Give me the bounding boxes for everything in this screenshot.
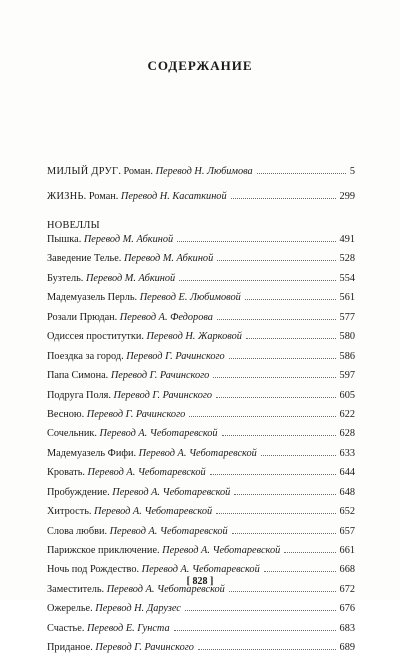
entry-page: 605 — [339, 389, 355, 401]
entry-translator: Перевод А. Федорова — [119, 311, 213, 323]
dot-leader — [261, 455, 336, 456]
entry-translator: Перевод Г. Рачинского — [126, 350, 225, 362]
entry-title: Розали Прюдан. — [47, 311, 120, 323]
toc-entry[interactable] — [47, 369, 355, 388]
entry-translator: Перевод М. Абкиной — [85, 272, 176, 284]
entry-translator: Перевод М. Абкиной — [83, 234, 174, 245]
entry-translator: Перевод А. Чеботаревской — [141, 564, 260, 576]
entry-text — [47, 544, 280, 557]
entry-title: Мадемуазель Перль. — [47, 292, 140, 304]
entry-title: МИЛЫЙ ДРУГ — [47, 166, 119, 177]
entry-text — [47, 350, 225, 363]
entry-translator: Перевод А. Чеботаревской — [99, 428, 218, 440]
entry-page: 491 — [339, 234, 355, 245]
entry-translator: Перевод Г. Рачинского — [113, 389, 213, 401]
entry-page: 622 — [339, 408, 355, 420]
toc-entry[interactable] — [47, 165, 355, 184]
entry-page: 648 — [339, 486, 355, 498]
entry-text — [47, 447, 257, 460]
entry-title: Кровать. — [47, 467, 88, 479]
entry-translator: Перевод Е. Любимовой — [139, 292, 241, 304]
toc-entry[interactable] — [47, 330, 355, 349]
entry-text — [47, 641, 194, 654]
entry-page: 299 — [339, 191, 355, 202]
entry-translator: Перевод Н. Дарузес — [95, 603, 181, 615]
entry-page: 586 — [339, 350, 355, 362]
toc-entry[interactable] — [47, 233, 355, 252]
entry-title: Приданое. — [47, 642, 96, 654]
entry-page: 657 — [339, 525, 355, 537]
entry-translator: Перевод Г. Рачинского — [86, 408, 186, 420]
entry-page: 683 — [339, 622, 355, 634]
dot-leader — [231, 198, 336, 199]
entry-translator: Перевод А. Чеботаревской — [106, 583, 225, 595]
entry-page: 676 — [339, 603, 355, 615]
toc-major-works — [47, 165, 355, 184]
entry-page: 644 — [339, 467, 355, 479]
entry-page: 633 — [339, 447, 355, 459]
entry-page: 628 — [339, 428, 355, 440]
toc-entry[interactable] — [47, 544, 355, 563]
entry-page: 577 — [339, 311, 355, 323]
dot-leader — [229, 358, 336, 359]
toc-entry[interactable] — [47, 525, 355, 544]
dot-leader — [245, 299, 336, 300]
entry-title: Одиссея проститутки. — [47, 331, 147, 343]
dot-leader — [217, 319, 336, 320]
entry-text — [47, 272, 175, 285]
entry-title: Парижское приключение. — [47, 545, 163, 556]
entry-translator: Перевод А. Чеботаревской — [109, 525, 228, 537]
entry-text — [47, 389, 212, 402]
dot-leader — [232, 533, 336, 534]
dot-leader — [264, 571, 336, 572]
entry-page: 652 — [339, 506, 355, 518]
entry-title: Хитрость. — [47, 506, 95, 518]
dot-leader — [213, 377, 335, 378]
entry-page: 528 — [339, 253, 355, 265]
entry-translator: Перевод А. Чеботаревской — [94, 506, 213, 518]
entry-text — [47, 165, 253, 178]
entry-translator: Перевод М. Абкиной — [123, 253, 214, 265]
entry-text — [47, 369, 209, 382]
dot-leader — [216, 397, 336, 398]
toc-entry[interactable] — [47, 505, 355, 524]
entry-text — [47, 622, 170, 635]
entry-text — [47, 486, 230, 499]
entry-text — [47, 466, 206, 479]
entry-text — [47, 505, 212, 518]
entry-title: Заместитель. — [47, 583, 107, 595]
entry-page: 661 — [339, 545, 355, 556]
entry-title: Заведение Телье. — [47, 253, 124, 265]
dot-leader — [229, 591, 336, 592]
entry-title: Мадемуазель Фифи. — [47, 447, 139, 459]
dot-leader — [177, 241, 335, 242]
entry-translator: Перевод А. Чеботаревской — [138, 447, 257, 459]
toc-entry[interactable] — [47, 389, 355, 408]
entry-page: 5 — [349, 166, 355, 177]
dot-leader — [222, 435, 336, 436]
toc-major-works-2 — [47, 190, 355, 209]
entry-page: 689 — [339, 642, 355, 654]
toc-entry[interactable] — [47, 272, 355, 291]
page-title: СОДЕРЖАНИЕ — [147, 58, 253, 73]
entry-text — [47, 311, 213, 324]
entry-text — [47, 602, 181, 615]
toc-entry[interactable] — [47, 291, 355, 310]
dot-leader — [198, 649, 336, 650]
entry-page: 561 — [339, 292, 355, 304]
entry-title: Пробуждение. — [47, 486, 113, 498]
entry-text — [47, 563, 260, 576]
entry-title: Ночь под Рождество. — [47, 564, 142, 576]
toc-entry[interactable] — [47, 447, 355, 466]
entry-title: Бузтель. — [47, 272, 86, 284]
entry-title: Подруга Поля. — [47, 389, 114, 401]
toc-entry[interactable] — [47, 622, 355, 641]
entry-text — [47, 190, 227, 203]
toc-entry[interactable] — [47, 408, 355, 427]
dot-leader — [185, 610, 336, 611]
entry-text — [47, 291, 241, 304]
toc-entry[interactable] — [47, 252, 355, 271]
entry-translator: Перевод А. Чеботаревской — [87, 467, 206, 479]
entry-translator: Перевод Н. Любимова — [155, 166, 253, 177]
toc-entry[interactable] — [47, 190, 355, 209]
toc-entry[interactable] — [47, 602, 355, 621]
page-number: [ 828 ] — [186, 576, 214, 587]
toc-entry[interactable] — [47, 311, 355, 330]
entry-translator: Перевод Н. Касаткиной — [120, 191, 227, 202]
entry-title: Поездка за город. — [47, 350, 127, 362]
toc-entry[interactable] — [47, 466, 355, 485]
dot-leader — [179, 280, 335, 281]
entry-page: 554 — [339, 272, 355, 284]
entry-translator: Перевод Е. Гунста — [86, 622, 170, 634]
toc-novellas — [47, 219, 355, 661]
entry-translator: Перевод Г. Рачинского — [95, 642, 194, 654]
entry-text — [47, 408, 185, 421]
entry-translator: Перевод Н. Жарковой — [146, 331, 242, 343]
entry-text — [47, 525, 228, 538]
entry-page: 672 — [339, 583, 355, 595]
entry-text — [47, 252, 213, 265]
entry-title: Счастье. — [47, 622, 87, 634]
toc-entry[interactable] — [47, 427, 355, 446]
section-heading: НОВЕЛЛЫ — [47, 220, 100, 231]
entry-genre: . Роман. — [83, 191, 121, 202]
entry-title: Пышка. — [47, 234, 84, 245]
toc-entry[interactable] — [47, 350, 355, 369]
entry-title: Папа Симона. — [47, 370, 111, 382]
entry-page: 580 — [339, 331, 355, 343]
entry-title: Слова любви. — [47, 525, 110, 537]
entry-title: ЖИЗНЬ — [47, 191, 84, 202]
dot-leader — [217, 260, 335, 261]
entry-translator: Перевод Г. Рачинского — [110, 370, 210, 382]
entry-title: Ожерелье. — [47, 603, 96, 615]
entry-title: Весною. — [47, 408, 87, 420]
toc-entry[interactable] — [47, 486, 355, 505]
toc-entry[interactable] — [47, 641, 355, 660]
entry-translator: Перевод А. Чеботаревской — [162, 545, 281, 556]
dot-leader — [174, 630, 336, 631]
story-list — [47, 233, 355, 661]
entry-page: 668 — [339, 564, 355, 576]
dot-leader — [210, 474, 336, 475]
entry-genre: . Роман. — [118, 166, 156, 177]
entry-text — [47, 233, 173, 246]
dot-leader — [257, 173, 346, 174]
entry-text — [47, 330, 242, 343]
entry-page: 597 — [339, 370, 355, 382]
entry-title: Сочельник. — [47, 428, 100, 440]
dot-leader — [234, 494, 335, 495]
dot-leader — [284, 552, 335, 553]
dot-leader — [246, 338, 336, 339]
entry-text — [47, 427, 218, 440]
dot-leader — [216, 513, 335, 514]
dot-leader — [189, 416, 335, 417]
entry-translator: Перевод А. Чеботаревской — [112, 486, 231, 498]
